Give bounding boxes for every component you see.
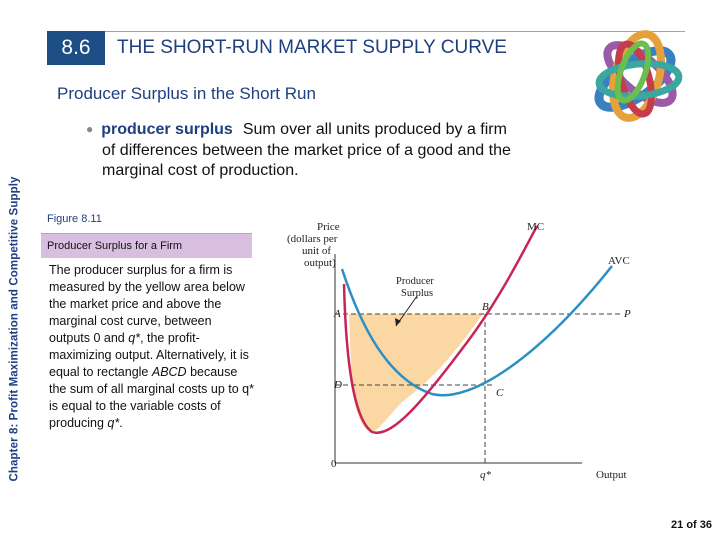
caption-part-3: because the sum of all marginal costs up to q* is equal to the variable costs of producing [49,365,254,430]
rings-logo-icon [585,24,690,130]
definition-term: producer surplus [101,121,233,138]
bullet-dot-icon: ● [86,122,94,136]
slide-title: THE SHORT-RUN MARKET SUPPLY CURVE [117,37,507,58]
chapter-label-text: Chapter 8: Profit Maximization and Competitive Supply [8,176,21,482]
q-star-label: q* [480,469,491,481]
caption-q-star-1: q* [128,331,141,345]
surplus-label-2: Surplus [401,288,434,299]
x-axis-label: Output [596,469,627,481]
figure-title-bar [41,233,252,258]
point-b-label: B [482,301,489,313]
section-number: 8.6 [61,36,91,59]
caption-part-4: . [119,416,123,430]
definition-line-1: Sum over all units produced by a firm [242,121,507,138]
point-p-label: P [624,308,631,320]
figure-caption [49,262,254,432]
point-d-label: D [334,379,342,391]
caption-abcd: ABCD [151,365,187,379]
y-axis-label-2: (dollars per [287,233,338,245]
page-number: 21 of 36 [671,519,712,531]
figure-label: Figure 8.11 [47,213,102,225]
y-axis-label-3: unit of [302,245,332,257]
point-a-label: A [334,308,341,320]
producer-surplus-graph [282,214,642,484]
surplus-label-1: Producer [396,276,434,287]
figure-title: Producer Surplus for a Firm [47,240,183,252]
y-axis-label-1: Price [317,221,340,233]
caption-q-star-2: q* [107,416,120,430]
definition-line-2: of differences between the market price of a good and the [102,141,511,159]
chapter-side-label [3,140,25,518]
origin-label: 0 [331,458,337,470]
caption-part-2: , the profit-maximizing output. Alternatively, it is equal to rectangle [49,331,249,379]
avc-label: AVC [608,255,630,267]
section-subtitle: Producer Surplus in the Short Run [57,84,316,103]
definition-line-3: marginal cost of production. [102,162,299,179]
mc-label: MC [527,221,545,233]
y-axis-label-4: output) [304,257,336,269]
definition-bullet [86,120,586,182]
point-c-label: C [496,387,504,399]
caption-part-1: The producer surplus for a firm is measured by the yellow area below the market price and above the marginal cost curve, between outputs 0 and [49,263,245,345]
section-number-badge [47,31,105,65]
